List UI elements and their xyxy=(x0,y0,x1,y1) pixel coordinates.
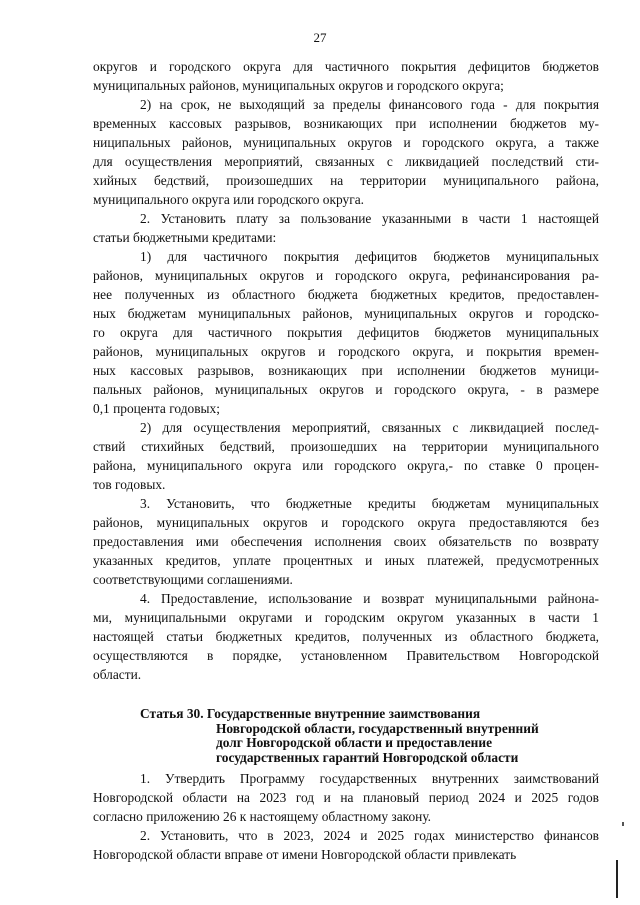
paragraph-line: временных кассовых разрывов, возникающих при исполнении бюджетов му- xyxy=(93,116,599,131)
paragraph-line: тов годовых. xyxy=(93,477,166,492)
paragraph-line: 3. Установить, что бюджетные кредиты бюджетам муниципальных xyxy=(140,496,599,511)
paragraph-line: го округа для частичного покрытия дефицитов бюджетов муниципальных xyxy=(93,325,599,340)
paragraph-line: округов и городского округа для частичного покрытия дефицитов бюджетов xyxy=(93,59,599,74)
paragraphs-bottom xyxy=(93,769,599,864)
paragraph-line: района, муниципального округа или городского округа,- по ставке 0 процен- xyxy=(93,458,599,473)
paragraph-line: хийных бедствий, произошедших на территории муниципального района, xyxy=(93,173,599,188)
paragraph-line: 2. Установить, что в 2023, 2024 и 2025 годах министерство финансов xyxy=(140,828,599,843)
paragraph-line: настоящей статьи бюджетных кредитов, полученных из областного бюджета, xyxy=(93,629,599,644)
paragraph-line: осуществляются в порядке, установленном Правительством Новгородской xyxy=(93,648,599,663)
paragraph-line: ми, муниципальными округами и городским округом указанных в части 1 xyxy=(93,610,599,625)
paragraph-line: ствий стихийных бедствий, произошедших на территории муниципального xyxy=(93,439,599,454)
paragraph-line: 2) для осуществления мероприятий, связанных с ликвидацией послед- xyxy=(140,420,599,435)
paragraph-line: соответствующими соглашениями. xyxy=(93,572,293,587)
paragraph-line: указанных кредитов, уплате процентных и иных платежей, предусмотренных xyxy=(93,553,599,568)
paragraph-line: муниципального округа или городского округа. xyxy=(93,192,365,207)
document-body xyxy=(93,57,599,864)
paragraph-line: 1. Утвердить Программу государственных внутренних заимствований xyxy=(140,771,599,786)
paragraph-line: нее полученных из областного бюджета бюджетных кредитов, предоставлен- xyxy=(93,287,599,302)
article-title-line: Новгородской области, государственный внутренний xyxy=(216,720,539,736)
margin-mark xyxy=(622,822,624,826)
article-title xyxy=(93,707,599,765)
paragraph-line: статьи бюджетными кредитами: xyxy=(93,230,277,245)
paragraph-line: районов, муниципальных округов и городского округа, рефинансирования ра- xyxy=(93,268,599,283)
paragraph-line: 2. Установить плату за пользование указанными в части 1 настоящей xyxy=(140,211,599,226)
paragraph-line: районов, муниципальных округов и городского округа предоставляются без xyxy=(93,515,599,530)
paragraph-line: предоставления ими обеспечения исполнения своих обязательств по возврату xyxy=(93,534,599,549)
paragraph-line: согласно приложению 26 к настоящему областному закону. xyxy=(93,809,432,824)
paragraph-line: пальных районов, муниципальных округов и городского округа, - в размере xyxy=(93,382,599,397)
paragraph-line: ных кассовых разрывов, возникающих при исполнении бюджетов муници- xyxy=(93,363,599,378)
paragraph-line: Новгородской области на 2023 год и на плановый период 2024 и 2025 годов xyxy=(93,790,599,805)
paragraph-line: 0,1 процента годовых; xyxy=(93,401,220,416)
article-title-line: Статья 30. Государственные внутренние заимствования xyxy=(140,706,481,721)
paragraph-line: Новгородской области вправе от имени Новгородской области привлекать xyxy=(93,847,517,862)
paragraph-line: ных бюджетам муниципальных районов, муниципальных округов и городско- xyxy=(93,306,599,321)
paragraph-line: 4. Предоставление, использование и возврат муниципальными райнона- xyxy=(140,591,599,606)
paragraph-line: районов, муниципальных округов и городского округа, и покрытия времен- xyxy=(93,344,599,359)
paragraph-line: ниципальных районов, муниципальных округов и городского округа, а также xyxy=(93,135,599,150)
article-title-line: долг Новгородской области и предоставление xyxy=(216,735,493,750)
margin-mark xyxy=(616,860,618,898)
paragraph-line: 1) для частичного покрытия дефицитов бюджетов муниципальных xyxy=(140,249,599,264)
paragraph-line: муниципальных районов, муниципальных округов и городского округа; xyxy=(93,78,504,93)
paragraphs-top xyxy=(93,57,599,684)
page-number: 27 xyxy=(313,30,327,45)
paragraph-line: 2) на срок, не выходящий за пределы финансового года - для покрытия xyxy=(140,97,599,112)
paragraph-line: области. xyxy=(93,667,142,682)
paragraph-line: для осуществления мероприятий, связанных с ликвидацией последствий сти- xyxy=(93,154,599,169)
article-title-line: государственных гарантий Новгородской области xyxy=(216,749,519,765)
